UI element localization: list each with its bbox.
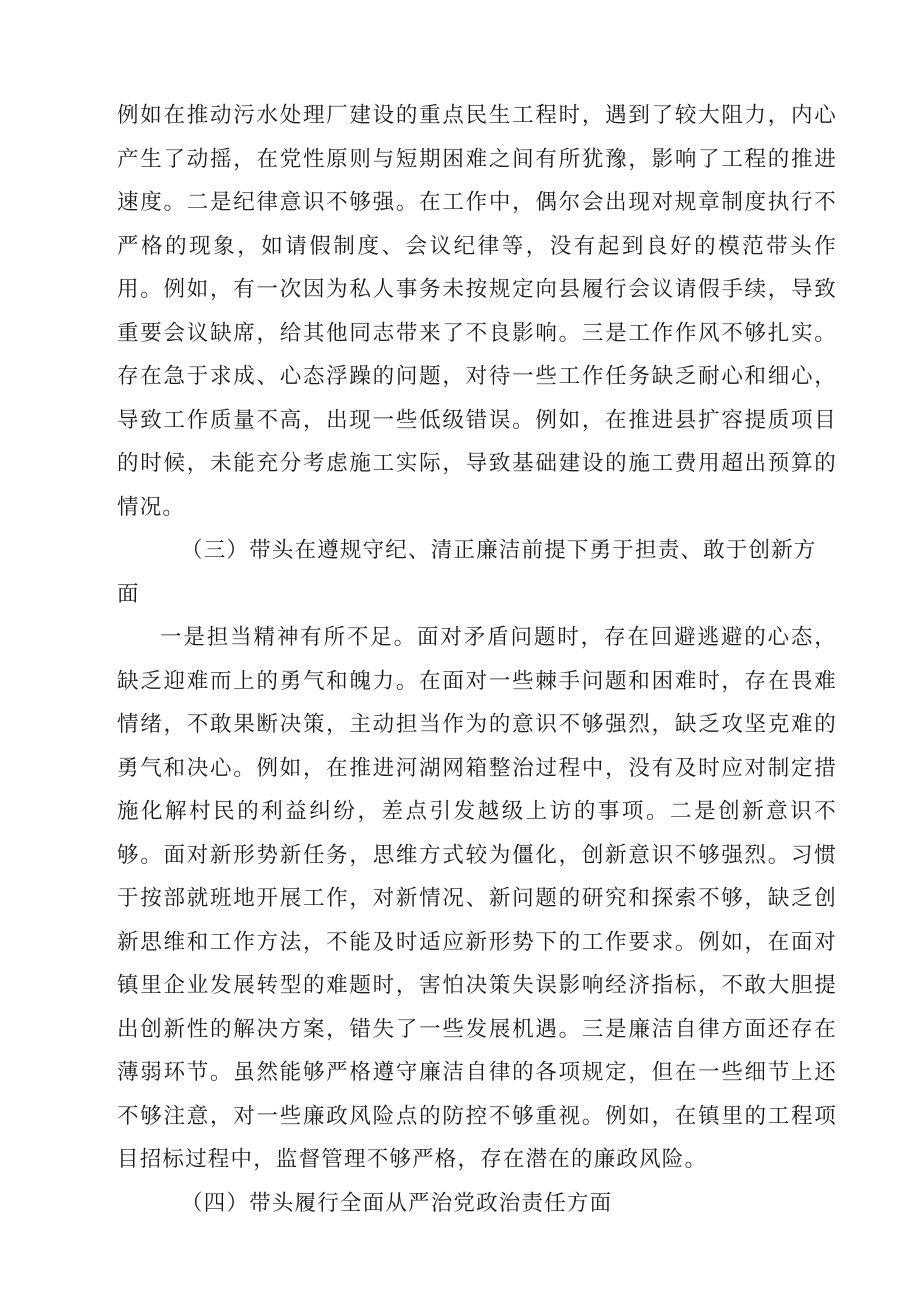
paragraph-responsibility-innovation: 一是担当精神有所不足。面对矛盾问题时，存在回避逃避的心态，缺乏迎难而上的勇气和魄力。在面对一些棘手问题和困难时，存在畏难情绪，不敢果断决策，主动担当作为的意识不够强烈，缺乏攻坚克难的勇气和决心。例如，在推进河湖网箱整治过程中，没有及时应对制定措施化解村民的利益纠纷，差点引发越级上访的事项。二是创新意识不够。面对新形势新任务，思维方式较为僵化，创新意识不够强烈。习惯于按部就班地开展工作，对新情况、新问题的研究和探索不够，缺乏创新思维和工作方法，不能及时适应新形势下的工作要求。例如，在面对镇里企业发展转型的难题时，害怕决策失误影响经济指标，不敢大胆提出创新性的解决方案，错失了一些发展机遇。三是廉洁自律方面还存在薄弱环节。虽然能够严格遵守廉洁自律的各项规定，但在一些细节上还不够注意，对一些廉政风险点的防控不够重视。例如，在镇里的工程项目招标过程中，监督管理不够严格，存在潜在的廉政风险。 (117, 625, 837, 1172)
document-body (117, 94, 837, 1225)
section-heading-3: （三）带头在遵规守纪、清正廉洁前提下勇于担责、敢于创新方面 (117, 538, 817, 607)
paragraph-discipline-and-style: 例如在推动污水处理厂建设的重点民生工程时，遇到了较大阻力，内心产生了动摇，在党性原则与短期困难之间有所犹豫，影响了工程的推进速度。二是纪律意识不够强。在工作中，偶尔会出现对规章制度执行不严格的现象，如请假制度、会议纪律等，没有起到良好的模范带头作用。例如，有一次因为私人事务未按规定向县履行会议请假手续，导致重要会议缺席，给其他同志带来了不良影响。三是工作作风不够扎实。存在急于求成、心态浮躁的问题，对待一些工作任务缺乏耐心和细心，导致工作质量不高，出现一些低级错误。例如，在推进县扩容提质项目的时候，未能充分考虑施工实际，导致基础建设的施工费用超出预算的情况。 (117, 103, 837, 520)
section-heading-4: （四）带头履行全面从严治党政治责任方面 (181, 1190, 613, 1216)
